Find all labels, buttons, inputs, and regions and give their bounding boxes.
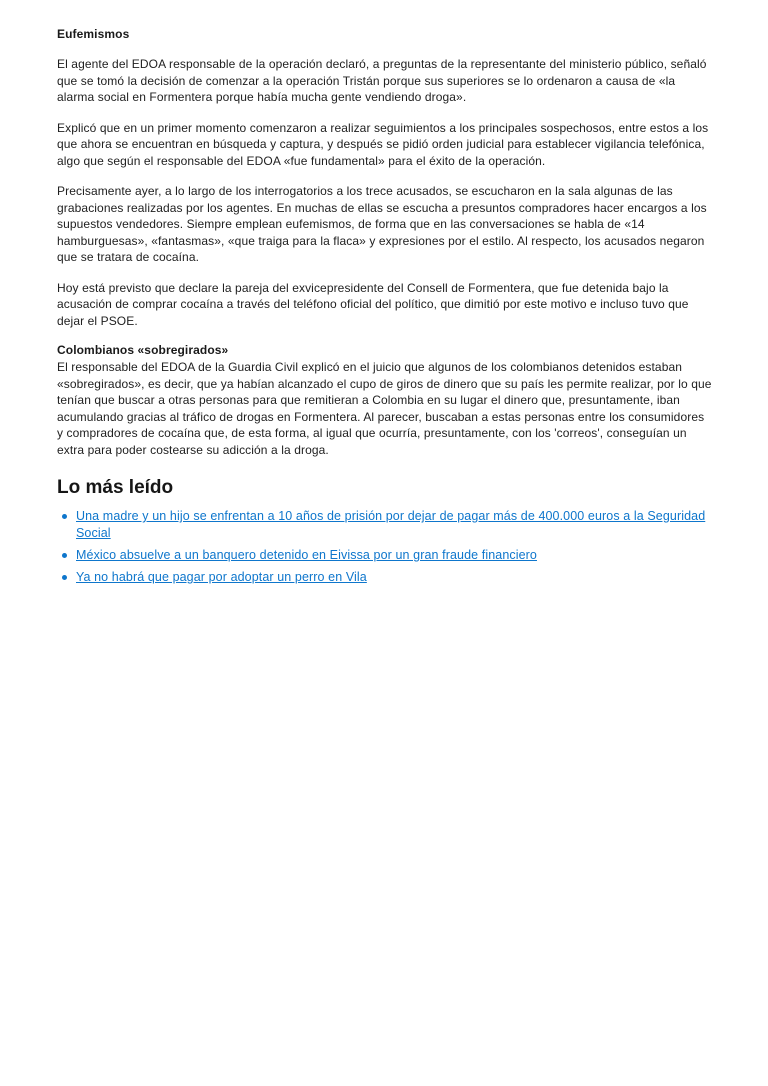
- bullet-icon: [62, 553, 67, 558]
- list-item: [57, 547, 713, 564]
- article-paragraph: Precisamente ayer, a lo largo de los interrogatorios a los trece acusados, se escucharon en la sala algunas de las grabaciones realizadas por los agentes. En muchas de ellas se escucha a presuntos compradores hacer encargos a los supuestos vendedores. Siempre emplean eufemismos, de forma que en las conversaciones se habla de «14 hamburguesas», «fantasmas», «que traiga para la flaca» y expresiones por el estilo. Al respecto, los acusados negaron que se tratara de cocaína.: [57, 184, 707, 264]
- most-read-list: [57, 508, 713, 586]
- article-paragraph: Explicó que en un primer momento comenzaron a realizar seguimientos a los principales sospechosos, entre estos a los que ahora se encuentran en búsqueda y captura, y después se pidió orden judicial para establecer vigilancia telefónica, algo que según el responsable del EDOA «fue fundamental» para el éxito de la operación.: [57, 120, 709, 168]
- most-read-link-2[interactable]: México absuelve a un banquero detenido en Eivissa por un gran fraude financiero: [76, 548, 537, 562]
- most-read-link-3[interactable]: Ya no habrá que pagar por adoptar un perro en Vila: [76, 570, 367, 584]
- list-item: [57, 508, 713, 542]
- bullet-icon: [62, 514, 67, 519]
- most-read-section: [57, 476, 713, 586]
- article-paragraph: El agente del EDOA responsable de la operación declaró, a preguntas de la representante del ministerio público, señaló que se tomó la decisión de comenzar a la operación Tristán porque sus superiores se lo ordenaron a causa de «la alarma social en Formentera porque había mucha gente vendiendo droga».: [57, 57, 707, 104]
- subheading-colombianos-sobregirados: Colombianos «sobregirados»: [57, 343, 229, 357]
- article-paragraph: El responsable del EDOA de la Guardia Civil explicó en el juicio que algunos de los colombianos detenidos estaban «sobregirados», es decir, que ya habían alcanzado el cupo de giros de dinero que su país les permite realizar, por lo que tenían que buscar a otras personas para que remitieran a Colombia en su lugar el dinero que, presuntamente, iban acumulando gracias al tráfico de drogas en Formentera. Al parecer, buscaban a estas personas entre los consumidores y compradores de cocaína que, de esta forma, al igual que ocurría, presuntamente, con los 'correos', conseguían un extra para poder costearse su adicción a la droga.: [57, 360, 712, 457]
- article-paragraph: Hoy está previsto que declare la pareja del exvicepresidente del Consell de Formentera, que fue detenida bajo la acusación de comprar cocaína a través del teléfono oficial del político, que dimitió por este motivo e incluso tuvo que dejar el PSOE.: [57, 280, 689, 328]
- bullet-icon: [62, 575, 67, 580]
- most-read-link-1[interactable]: Una madre y un hijo se enfrentan a 10 años de prisión por dejar de pagar más de 400.000 euros a la Seguridad Social: [76, 509, 706, 540]
- subheading-eufemismos: Eufemismos: [57, 27, 130, 41]
- most-read-title: Lo más leído: [57, 477, 174, 498]
- article-body: [57, 27, 713, 591]
- list-item: [57, 569, 713, 586]
